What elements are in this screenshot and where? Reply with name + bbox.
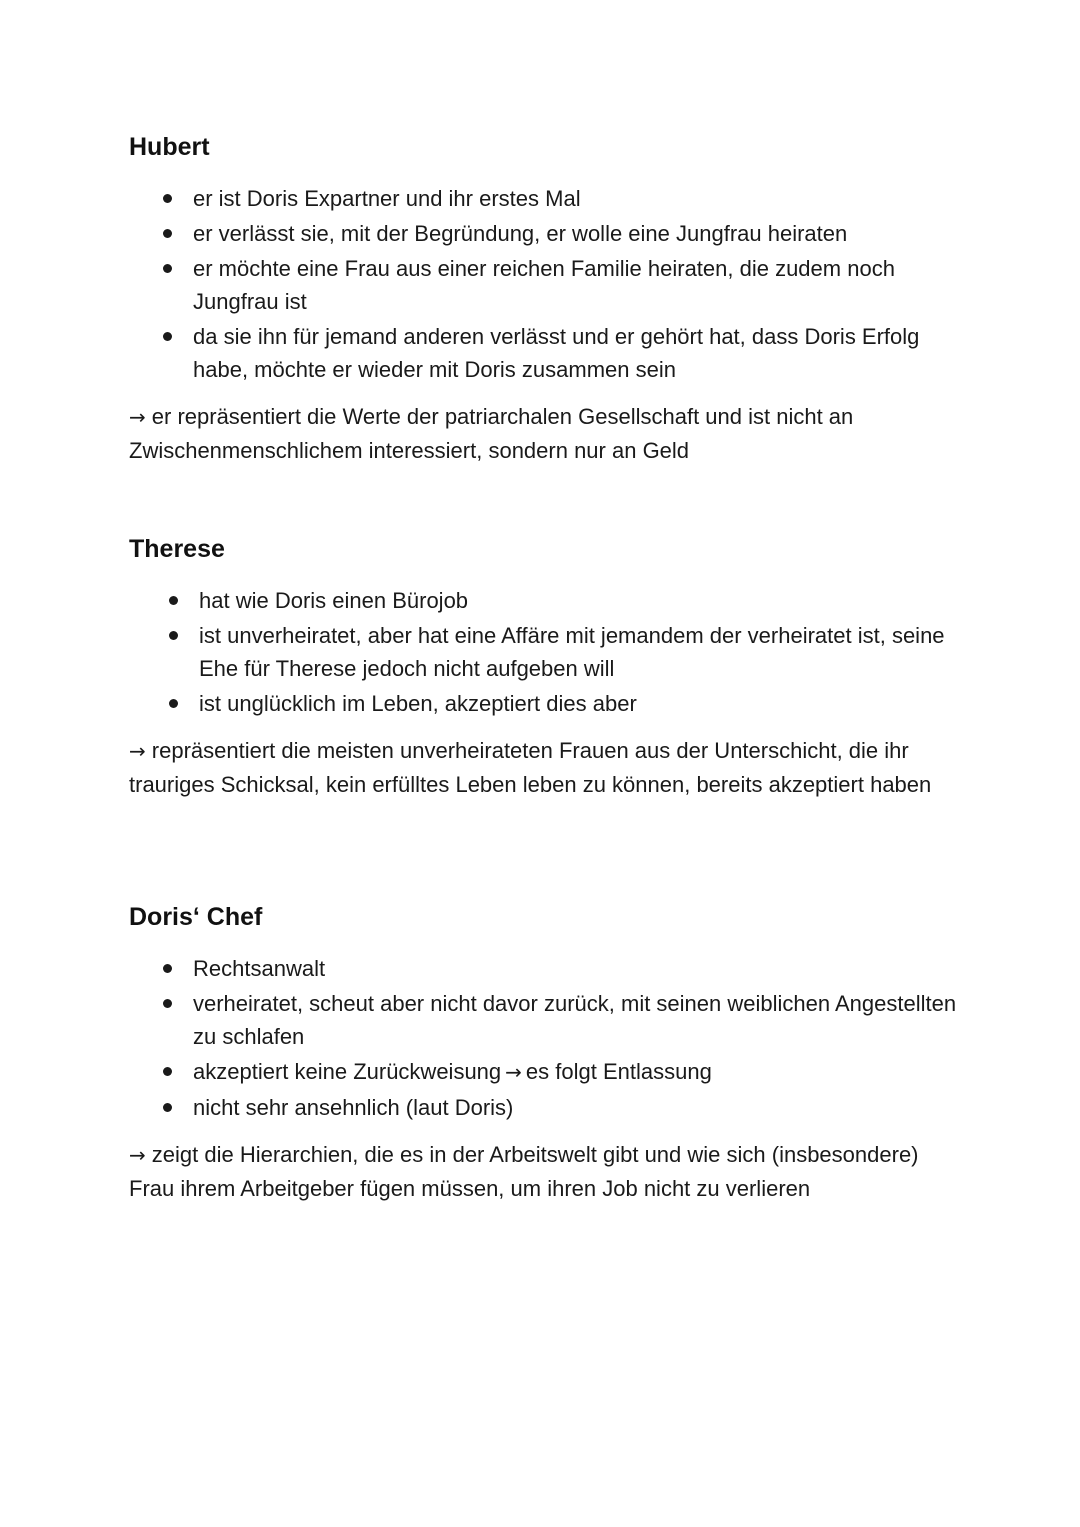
list-item: er ist Doris Expartner und ihr erstes Mal xyxy=(193,182,959,215)
list-item: hat wie Doris einen Bürojob xyxy=(199,584,959,617)
section-heading: Therese xyxy=(129,535,225,563)
list-item: nicht sehr ansehnlich (laut Doris) xyxy=(193,1091,959,1124)
list-item-text: akzeptiert keine Zurückweisung xyxy=(193,1059,502,1084)
right-arrow-icon: → xyxy=(129,405,146,429)
section-summary xyxy=(129,734,959,801)
document-page xyxy=(129,130,959,1201)
summary-text: repräsentiert die meisten unverheirateten Frauen aus der Unterschicht, die ihr trauriges Schicksal, kein erfülltes Leben leben zu können, bereits akzeptiert haben xyxy=(129,738,932,797)
list-item: er verlässt sie, mit der Begründung, er wolle eine Jungfrau heiraten xyxy=(193,217,959,250)
section-heading: Hubert xyxy=(129,133,210,161)
list-item: er möchte eine Frau aus einer reichen Familie heiraten, die zudem noch Jungfrau ist xyxy=(193,252,959,318)
right-arrow-icon: → xyxy=(505,1060,522,1084)
list-item: verheiratet, scheut aber nicht davor zurück, mit seinen weiblichen Angestellten zu schlafen xyxy=(193,987,959,1053)
list-item-text: es folgt Entlassung xyxy=(525,1059,712,1084)
right-arrow-icon: → xyxy=(129,1143,146,1167)
bullet-list xyxy=(129,584,959,720)
list-item: ist unglücklich im Leben, akzeptiert dies aber xyxy=(199,687,959,720)
section-heading: Doris‘ Chef xyxy=(129,903,263,931)
list-item xyxy=(193,1055,959,1089)
summary-text: er repräsentiert die Werte der patriarchalen Gesellschaft und ist nicht an Zwischenmenschlichem interessiert, sondern nur an Geld xyxy=(129,404,854,463)
list-item: Rechtsanwalt xyxy=(193,952,959,985)
right-arrow-icon: → xyxy=(129,739,146,763)
section-summary xyxy=(129,1138,959,1205)
summary-text: zeigt die Hierarchien, die es in der Arbeitswelt gibt und wie sich (insbesondere) Frau ihrem Arbeitgeber fügen müssen, um ihren Job nicht zu verlieren xyxy=(129,1142,919,1201)
bullet-list xyxy=(129,182,959,386)
list-item: ist unverheiratet, aber hat eine Affäre mit jemandem der verheiratet ist, seine Ehe für Therese jedoch nicht aufgeben will xyxy=(199,619,959,685)
list-item: da sie ihn für jemand anderen verlässt und er gehört hat, dass Doris Erfolg habe, möchte er wieder mit Doris zusammen sein xyxy=(193,320,959,386)
section-summary xyxy=(129,400,959,467)
section-therese xyxy=(129,532,959,801)
section-hubert xyxy=(129,130,959,467)
section-doris-chef xyxy=(129,900,959,1205)
bullet-list xyxy=(129,952,959,1124)
